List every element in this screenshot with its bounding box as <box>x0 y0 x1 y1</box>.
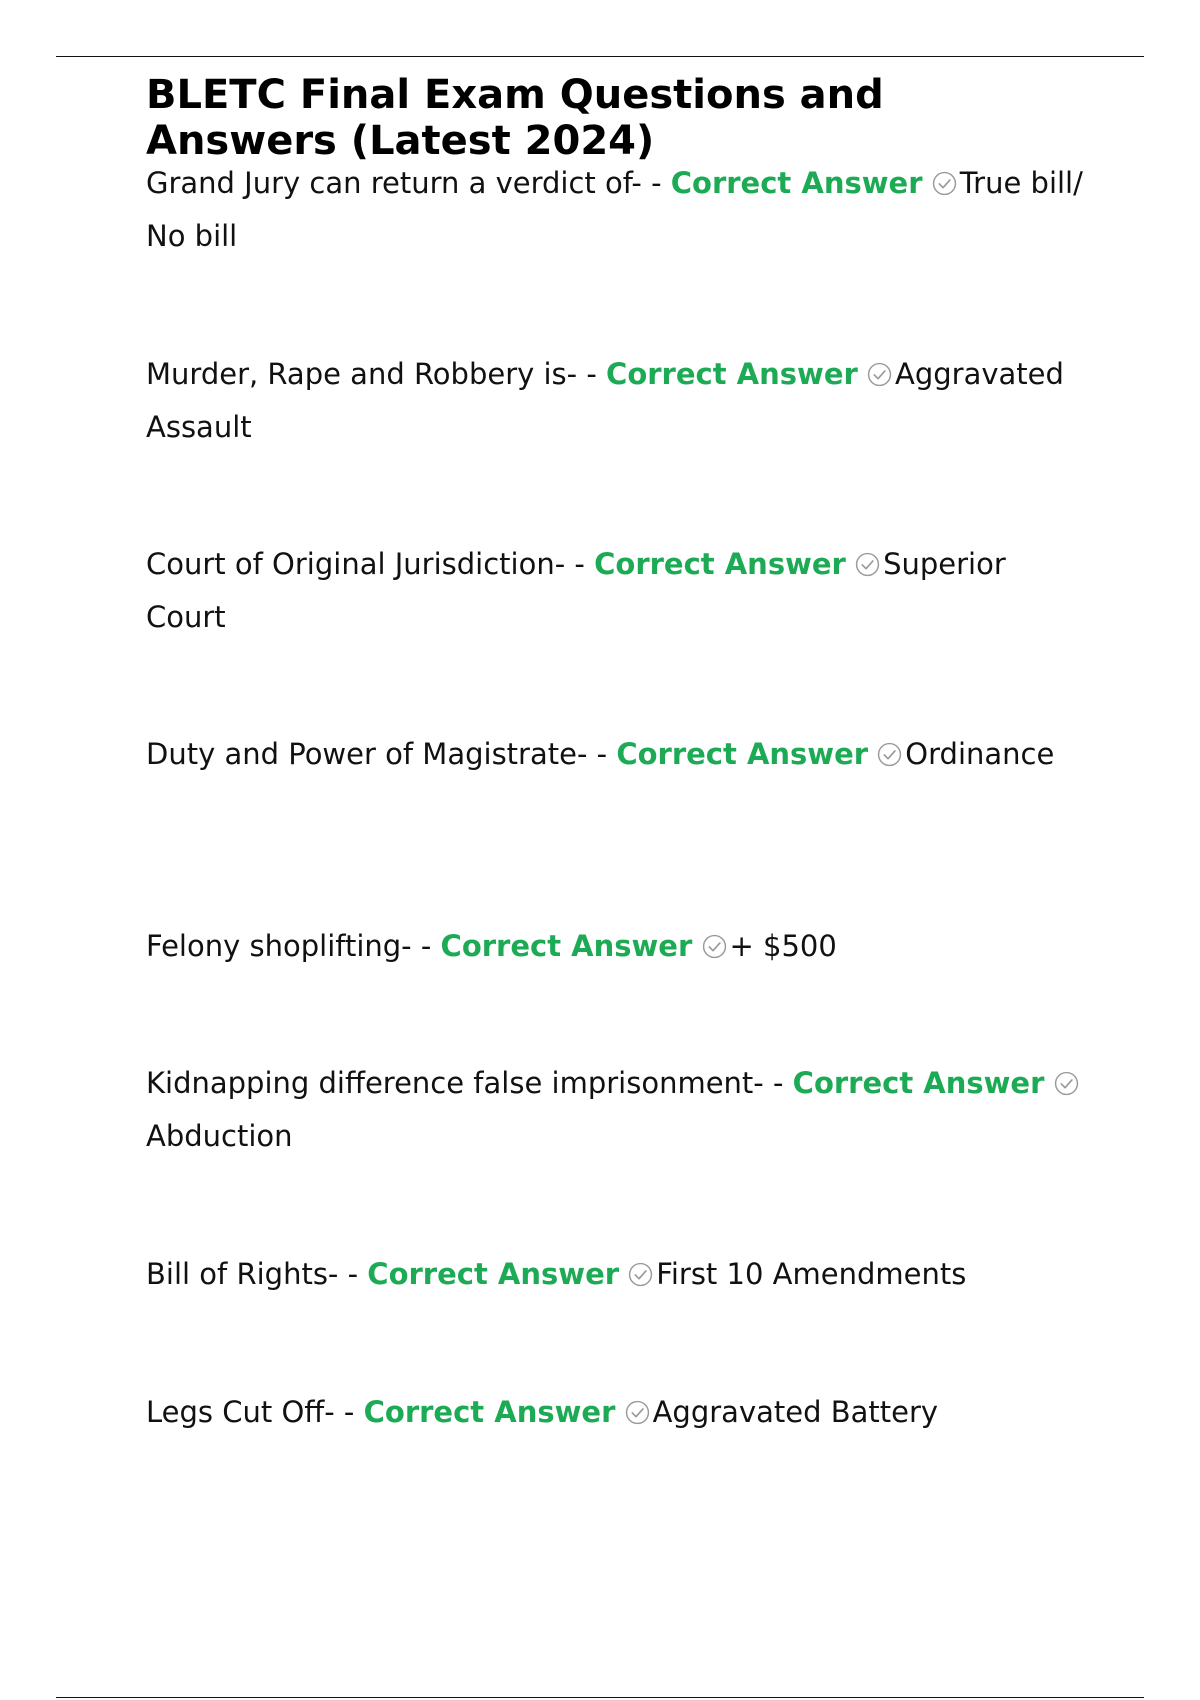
document-title: BLETC Final Exam Questions and Answers (Latest 2024) <box>146 72 884 164</box>
circle-check-icon <box>867 362 892 387</box>
circle-check-icon <box>628 1262 653 1287</box>
correct-answer-label: Correct Answer <box>594 547 846 581</box>
answer-text: Ordinance <box>905 737 1055 771</box>
correct-answer-label: Correct Answer <box>440 929 693 963</box>
answer-text: + $500 <box>729 929 837 963</box>
qa-item <box>146 348 1091 454</box>
circle-check-icon <box>625 1400 650 1425</box>
circle-check-icon <box>932 171 957 196</box>
answer-text: Abduction <box>146 1119 293 1153</box>
qa-item <box>146 538 1091 644</box>
qa-item <box>146 1386 1091 1439</box>
question-text: Murder, Rape and Robbery is- - <box>146 357 607 391</box>
correct-answer-label: Correct Answer <box>670 166 923 200</box>
correct-answer-label: Correct Answer <box>606 357 858 391</box>
question-text: Bill of Rights- - <box>146 1257 368 1291</box>
qa-item <box>146 1057 1091 1163</box>
circle-check-icon <box>855 552 880 577</box>
question-text: Legs Cut Off- - <box>146 1395 364 1429</box>
qa-item <box>146 1248 1091 1301</box>
qa-item <box>146 728 1091 781</box>
qa-item <box>146 920 1091 973</box>
top-rule <box>56 56 1144 57</box>
correct-answer-label: Correct Answer <box>367 1257 620 1291</box>
question-text: Felony shoplifting- - <box>146 929 441 963</box>
question-text: Court of Original Jurisdiction- - <box>146 547 595 581</box>
correct-answer-label: Correct Answer <box>363 1395 616 1429</box>
correct-answer-label: Correct Answer <box>616 737 869 771</box>
circle-check-icon <box>1054 1071 1079 1096</box>
answer-text: Aggravated Assault <box>146 357 1064 444</box>
question-text: Duty and Power of Magistrate- - <box>146 737 617 771</box>
bottom-rule <box>56 1697 1144 1698</box>
qa-item <box>146 157 1091 263</box>
correct-answer-label: Correct Answer <box>792 1066 1045 1100</box>
question-text: Kidnapping difference false imprisonment- - <box>146 1066 793 1100</box>
answer-text: First 10 Amendments <box>656 1257 967 1291</box>
answer-text: Aggravated Battery <box>652 1395 939 1429</box>
circle-check-icon <box>702 934 727 959</box>
circle-check-icon <box>877 742 902 767</box>
answer-text: Superior Court <box>146 547 1006 634</box>
question-text: Grand Jury can return a verdict of- - <box>146 166 671 200</box>
answer-text: True bill/ No bill <box>146 166 1083 253</box>
